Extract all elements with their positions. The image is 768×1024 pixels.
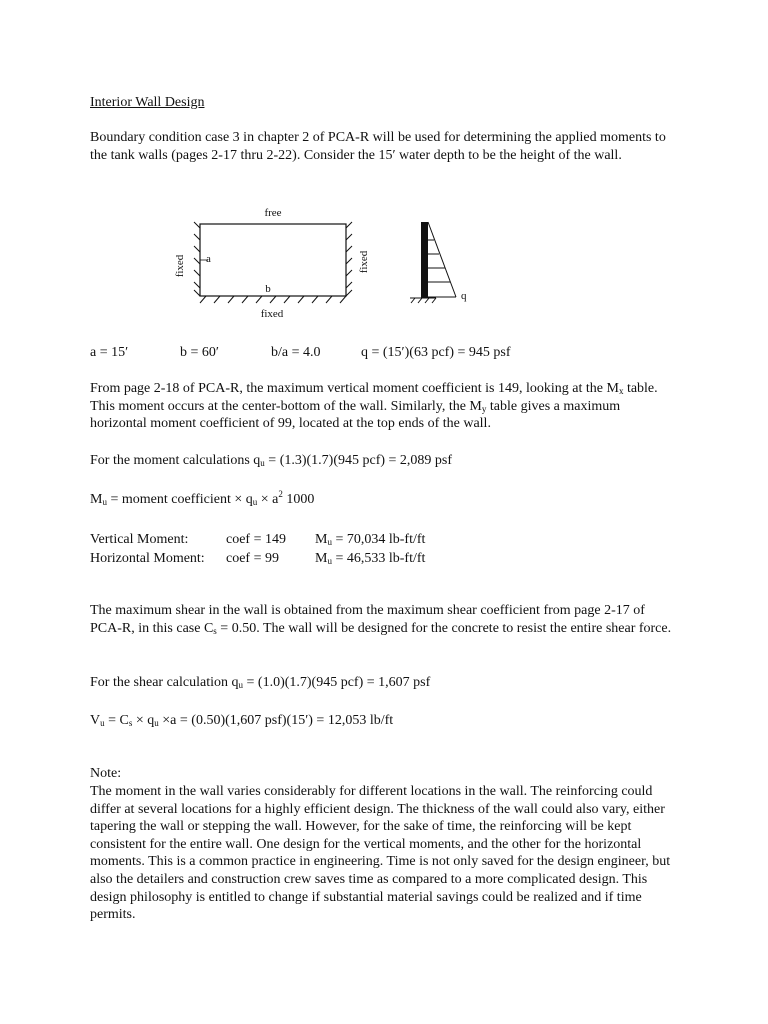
left-fixed-hatch (194, 222, 200, 296)
horizontal-coef: coef = 99 (226, 551, 279, 566)
wall-section-bar (421, 222, 428, 298)
vertical-moment-row (90, 531, 490, 549)
dim-a: a = 15′ (90, 345, 129, 360)
horizontal-moment-label: Horizontal Moment: (90, 551, 205, 566)
left-fixed-label: fixed (174, 254, 186, 278)
dim-b: b = 60′ (180, 345, 219, 360)
dimension-row (90, 344, 650, 362)
wall-panel-rect (200, 224, 346, 296)
moment-load-calc: For the moment calculations $q_u = (1.3)(1.7)(945$ pcf) = 2,089 psf (90, 453, 453, 468)
mu-formula: $M_u$ = moment coefficient × $q_u \times a^2$ 1000 (90, 489, 315, 507)
vertical-mu: $M_u = 70,034$ lb-ft/ft (315, 532, 426, 547)
width-b-label: b (265, 283, 271, 295)
bottom-fixed-label: fixed (260, 308, 284, 320)
page-title: Interior Wall Design (90, 95, 205, 110)
moment-coefficient-paragraph: From page 2-18 of PCA-R, the maximum vertical moment coefficient is 149, looking at the $M_x$ table. This moment occurs at the center-bottom of the wall. Similarly, the $M_y$ table gives a maximum horizontal moment coefficient of 99, located at the top ends of the wall. (90, 381, 658, 432)
shear-paragraph: The maximum shear in the wall is obtained from the maximum shear coefficient from page 2-17 of PCA-R, in this case $C_s = 0.50$. The wall will be designed for the concrete to resist the entire shear force. (90, 603, 672, 636)
pressure-triangle (428, 222, 456, 297)
dim-q: q = (15′)(63 pcf) = 945 psf (361, 345, 511, 360)
horizontal-moment-row (90, 550, 490, 568)
shear-load-calc: For the shear calculation $q_u = (1.0)(1.7)(945$ pcf) = 1,607 psf (90, 675, 431, 690)
note-body: The moment in the wall varies considerably for different locations in the wall. The reinforcing could differ at several locations for a highly efficient design. The thickness of the wall could also vary, either tapering the wall or stepping the wall. However, for the sake of time, the reinforcing will be kept consistent for the entire wall. One design for the vertical moments, and the other for the horizontal moments. This is a common practice in engineering. Time is not only saved for the design engineer, but also the detailers and construction crew saves time as compared to a more complicated design. This design philosophy is entitled to change if substantial material savings could be realized and if time permits. (90, 784, 671, 923)
height-a-label: a (206, 253, 211, 265)
vertical-coef: coef = 149 (226, 532, 286, 547)
wall-boundary-diagram (170, 200, 480, 325)
intro-paragraph: Boundary condition case 3 in chapter 2 of PCA-R will be used for determining the applied moments to the tank walls (pages 2-17 thru 2-22). Consider the 15′ water depth to be the height of the wall. (90, 130, 666, 163)
note-label: Note: (90, 766, 122, 781)
right-fixed-hatch (346, 222, 352, 296)
pressure-q-label: q (461, 290, 467, 302)
dim-ratio: b/a = 4.0 (271, 345, 321, 360)
wall-base-hatch (410, 298, 436, 303)
vertical-moment-label: Vertical Moment: (90, 532, 189, 547)
horizontal-mu: $M_u = 46,533$ lb-ft/ft (315, 551, 426, 566)
vu-formula: $V_u = C_s \times q_u \times a = (0.50)(1,607$ psf)(15′) = 12,053 lb/ft (90, 713, 394, 728)
wall-diagram-svg (170, 200, 480, 325)
right-fixed-label: fixed (358, 250, 370, 274)
free-edge-label: free (264, 207, 282, 219)
bottom-fixed-hatch (200, 296, 346, 303)
